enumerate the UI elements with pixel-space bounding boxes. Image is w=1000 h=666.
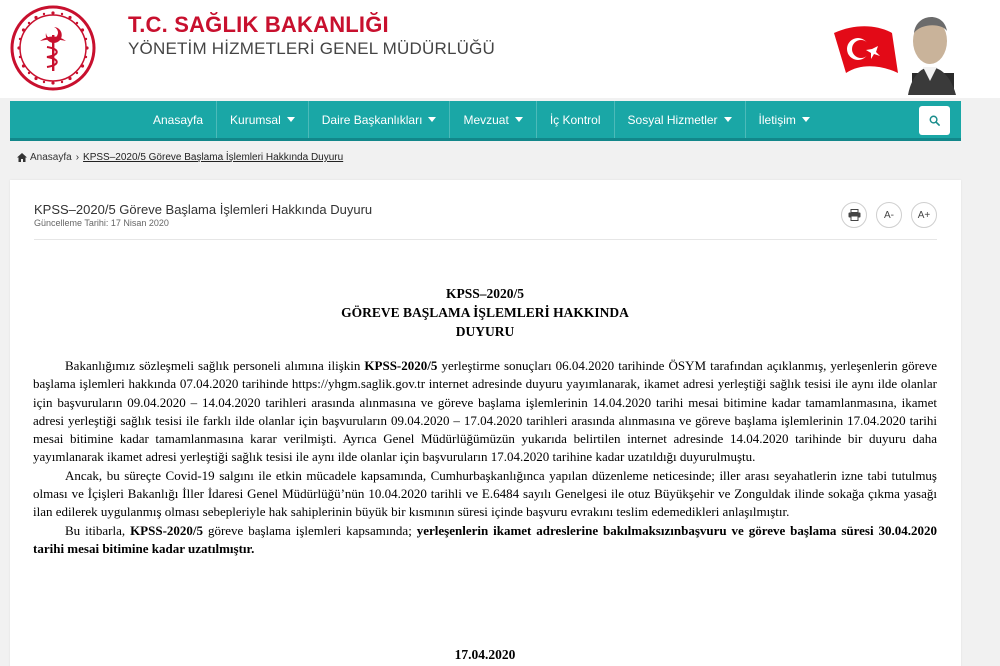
- text-span: göreve başlama işlemleri kapsamında;: [203, 522, 417, 538]
- chevron-down-icon: [515, 117, 523, 122]
- search-icon: [929, 115, 940, 126]
- site-subtitle: YÖNETİM HİZMETLERİ GENEL MÜDÜRLÜĞÜ: [128, 39, 495, 58]
- nav-item-kurumsal[interactable]: [217, 101, 309, 138]
- document-body: [33, 357, 937, 558]
- nav-item-label: Mevzuat: [463, 112, 509, 127]
- breadcrumb-home[interactable]: Anasayfa: [30, 152, 72, 163]
- nav-item-label: Sosyal Hizmetler: [627, 112, 718, 127]
- breadcrumb-current[interactable]: KPSS–2020/5 Göreve Başlama İşlemleri Hakkında Duyuru: [83, 152, 344, 163]
- document-heading-line: GÖREVE BAŞLAMA İŞLEMLERİ HAKKINDA: [341, 305, 629, 320]
- nav-item-label: Kurumsal: [230, 112, 281, 127]
- paragraph-2: Ancak, bu süreçte Covid-19 salgını ile etkin mücadele kapsamında, Cumhurbaşkanlığınca yapılan düzenleme neticesinde; iller arası seyahatlerin izne tabi tutulmuş olması ve İçişleri Bakanlığı İller İdaresi Genel Müdürlüğü’nün 10.04.2020 tarihli ve E.6484 sayılı Genelgesi ile otuz Büyükşehir ve Zonguldak ilinde sokağa çıkma yasağı ilan edilerek uygulanmış olması sebepleriyle hak sahiplerinin büyük bir kısmının süresi içinde başvuru evrakını teslim edemedikleri anlaşılmıştır.: [33, 467, 937, 520]
- search-button[interactable]: [919, 106, 950, 135]
- paragraph-1: [33, 357, 937, 467]
- print-button[interactable]: [841, 202, 867, 228]
- article-card: [10, 180, 961, 666]
- article-title: KPSS–2020/5 Göreve Başlama İşlemleri Hakkında Duyuru: [34, 202, 373, 217]
- text-span: Bu itibarla,: [65, 522, 131, 538]
- nav-item-label: Anasayfa: [153, 112, 204, 127]
- nav-item-label: İletişim: [758, 112, 796, 127]
- nav-item-anasayfa[interactable]: [140, 101, 217, 138]
- breadcrumb: [17, 152, 343, 163]
- document-heading-line: DUYURU: [455, 324, 515, 339]
- nav-item-daire-başkanlıkları[interactable]: [309, 101, 451, 138]
- document-date: 17.04.2020: [454, 647, 516, 662]
- nav-item-i-ç-kontrol[interactable]: [537, 101, 615, 138]
- print-icon: [848, 209, 861, 221]
- font-increase-button[interactable]: A+: [911, 202, 937, 228]
- nav-item-label: İç Kontrol: [549, 112, 601, 127]
- text-span: Bakanlığımız sözleşmeli sağlık personeli alımına ilişkin: [65, 358, 365, 373]
- font-decrease-button[interactable]: A-: [876, 202, 902, 228]
- bold-span: yerleşenlerin ikamet adreslerine bakılmaksızınbaşvuru ve göreve başlama süresi 30.04.2020 tarihi mesai bitimine kadar uzatılmıştır.: [33, 522, 937, 556]
- ministry-logo[interactable]: [10, 5, 96, 91]
- text-span: yerleştirme sonuçları 06.04.2020 tarihinde ÖSYM tarafından açıklanmış, yerleşenlerin göreve başlama işlemleri hakkında 07.04.2020 tarihinde https://yhgm.saglik.gov.tr internet adresinde duyuru yayımlanarak, ikamet adresi yerleştiği sağlık tesisi ile aynı ilde olanlar için başvuruların 09.04.2020 – 14.04.2020 tarihleri arasında alınmasına ve göreve başlama işlemlerinin 14.04.2020 tarihi mesai bitimine kadar tamamlanmasına, ikamet adresi yerleştiği sağlık tesisi ile farklı ilde olanlar için başvuruların 09.04.2020 – 17.04.2020 tarihleri arasında alınmasına ve göreve başlama işlemlerinin 17.04.2020 tarihi mesai bitimine kadar tamamlanmasına karar verilmişti. Ayrıca Genel Müdürlüğümüzün yukarıda belirtilen internet adresinde 14.04.2020 tarihinde bir duyuru daha yayımlanarak ikamet adresi yerleştiği sağlık tesisi ile aynı ilde olanlar için başvuruların 17.04.2020 tarihine kadar uzatıldığı duyurulmuştu.: [33, 358, 937, 465]
- chevron-down-icon: [802, 117, 810, 122]
- title-divider: [34, 239, 937, 240]
- site-title[interactable]: T.C. SAĞLIK BAKANLIĞI: [128, 12, 389, 37]
- article-tools: [841, 202, 937, 228]
- article-updated-date: Güncelleme Tarihi: 17 Nisan 2020: [34, 218, 169, 228]
- breadcrumb-separator: ›: [75, 152, 80, 163]
- paragraph-3: [33, 522, 937, 559]
- chevron-down-icon: [724, 117, 732, 122]
- bold-span: KPSS-2020/5: [130, 522, 204, 538]
- chevron-down-icon: [428, 117, 436, 122]
- flag-portrait-icon: [826, 3, 960, 95]
- nav-item-sosyal-hizmetler[interactable]: [615, 101, 746, 138]
- nav-item-mevzuat[interactable]: [450, 101, 536, 138]
- nav-item-label: Daire Başkanlıkları: [321, 112, 423, 127]
- nav-item-i-letişim[interactable]: [746, 101, 823, 138]
- main-nav: [10, 101, 961, 141]
- site-header: [0, 0, 1000, 98]
- home-icon: [17, 153, 27, 162]
- bold-span: KPSS-2020/5: [364, 358, 438, 373]
- document-heading: [33, 284, 937, 341]
- document-heading-line: KPSS–2020/5: [445, 286, 524, 301]
- chevron-down-icon: [287, 117, 295, 122]
